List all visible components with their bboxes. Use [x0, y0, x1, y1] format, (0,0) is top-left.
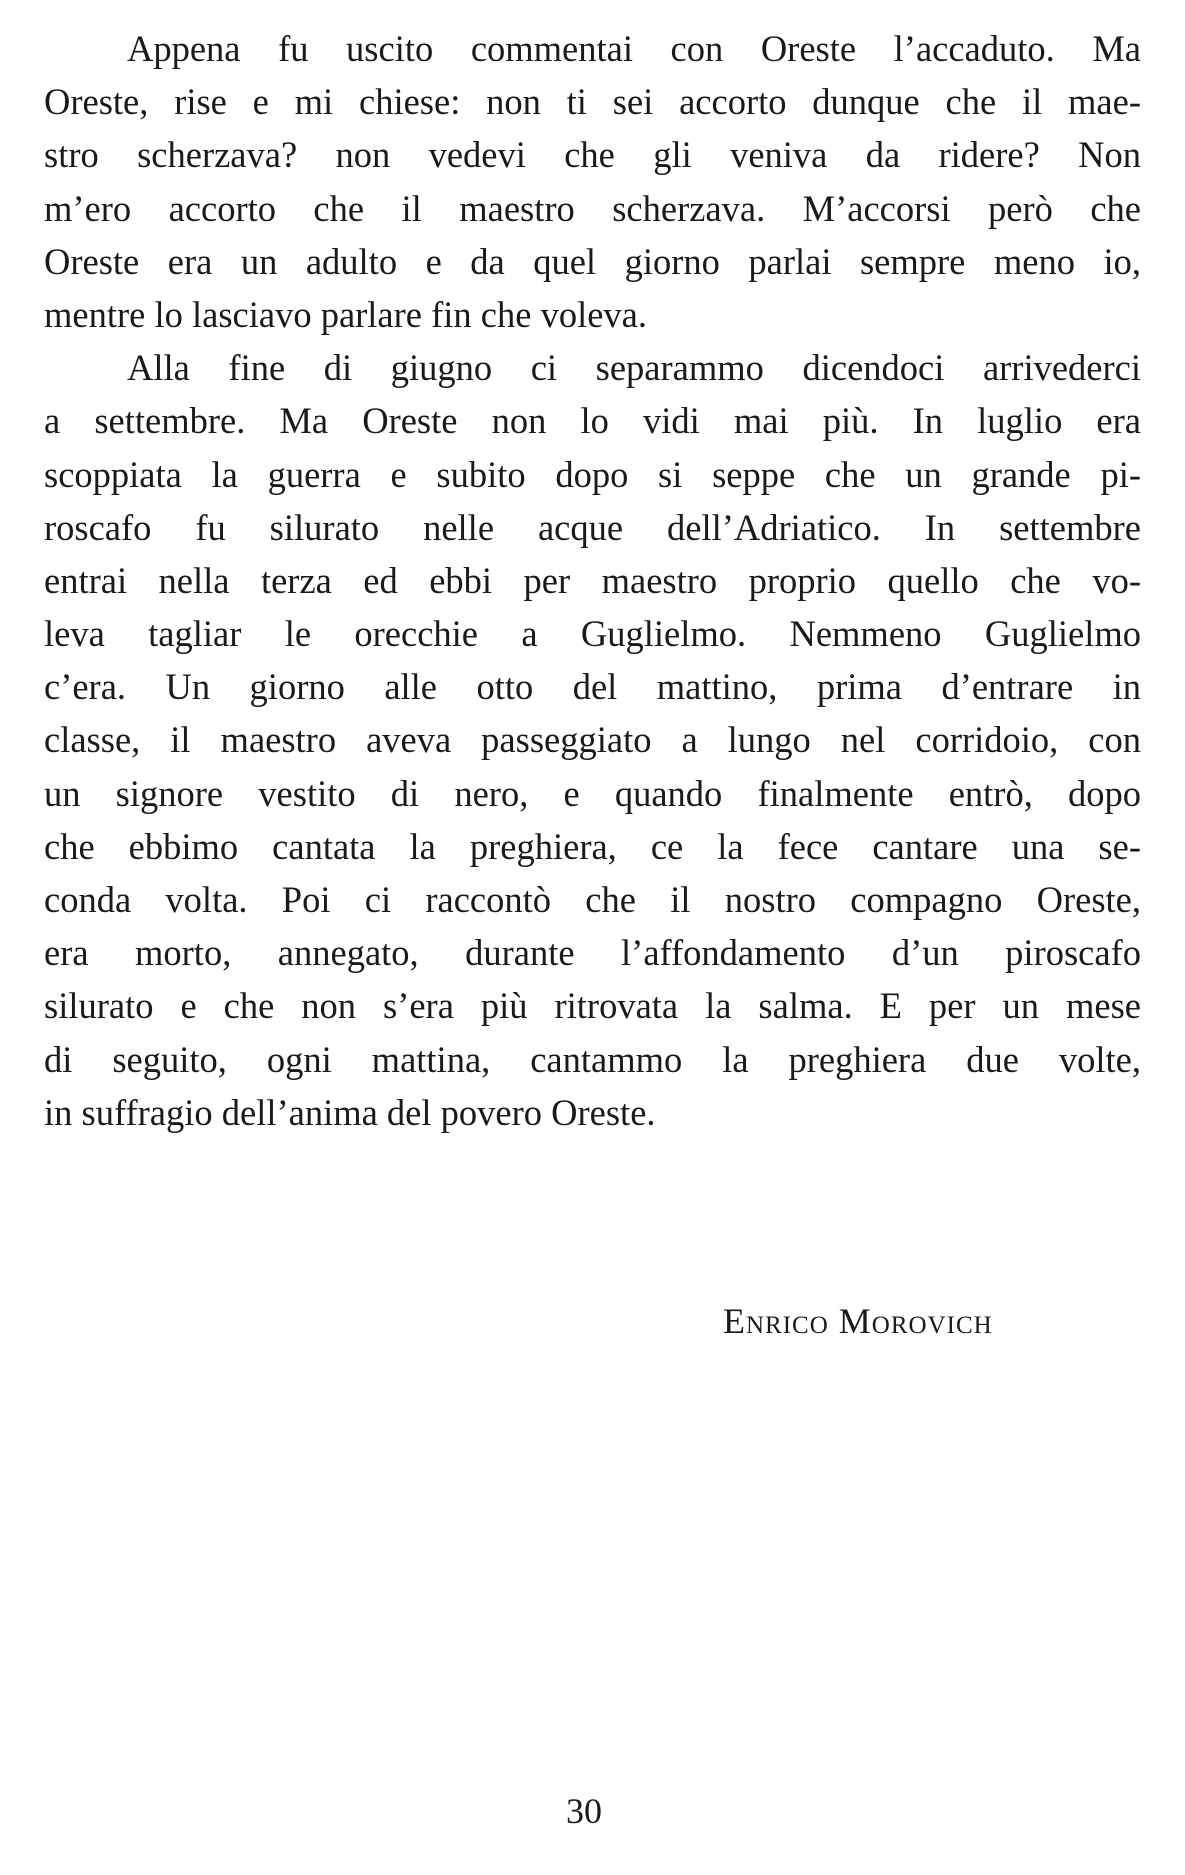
- body-text: [44, 22, 1141, 1139]
- text-line: che ebbimo cantata la preghiera, ce la fece cantare una se-: [44, 825, 1141, 867]
- text-line: silurato e che non s’era più ritrovata la salma. E per un mese: [44, 985, 1141, 1027]
- text-line: un signore vestito di nero, e quando finalmente entrò, dopo: [44, 772, 1141, 814]
- text-line: m’ero accorto che il maestro scherzava. M’accorsi però che: [44, 187, 1141, 229]
- text-line: stro scherzava? non vedevi che gli veniva da ridere? Non: [44, 134, 1141, 176]
- text-line: entrai nella terza ed ebbi per maestro proprio quello che vo-: [44, 559, 1141, 601]
- text-line: Appena fu uscito commentai con Oreste l’accaduto. Ma: [127, 28, 1141, 69]
- text-line: Alla fine di giugno ci separammo dicendoci arrivederci: [127, 347, 1141, 389]
- text-line: a settembre. Ma Oreste non lo vidi mai più. In luglio era: [44, 400, 1141, 442]
- text-line: era morto, annegato, durante l’affondamento d’un piroscafo: [44, 932, 1141, 974]
- text-line: di seguito, ogni mattina, cantammo la preghiera due volte,: [44, 1038, 1141, 1080]
- text-line: Oreste era un adulto e da quel giorno parlai sempre meno io,: [44, 240, 1141, 282]
- text-line: in suffragio dell’anima del povero Oreste.: [44, 1091, 656, 1133]
- text-line: conda volta. Poi ci raccontò che il nostro compagno Oreste,: [44, 879, 1141, 920]
- author-signature: Enrico Morovich: [723, 1301, 993, 1341]
- page-number: 30: [566, 1791, 602, 1831]
- text-line: mentre lo lasciavo parlare fin che voleva.: [44, 293, 647, 335]
- text-line: scoppiata la guerra e subito dopo si seppe che un grande pi-: [44, 453, 1141, 495]
- text-line: c’era. Un giorno alle otto del mattino, prima d’entrare in: [44, 666, 1141, 708]
- text-line: classe, il maestro aveva passeggiato a lungo nel corridoio, con: [44, 719, 1141, 761]
- text-line: leva tagliar le orecchie a Guglielmo. Nemmeno Guglielmo: [44, 613, 1141, 655]
- text-line: roscafo fu silurato nelle acque dell’Adriatico. In settembre: [44, 506, 1141, 548]
- text-line: Oreste, rise e mi chiese: non ti sei accorto dunque che il mae-: [44, 81, 1141, 123]
